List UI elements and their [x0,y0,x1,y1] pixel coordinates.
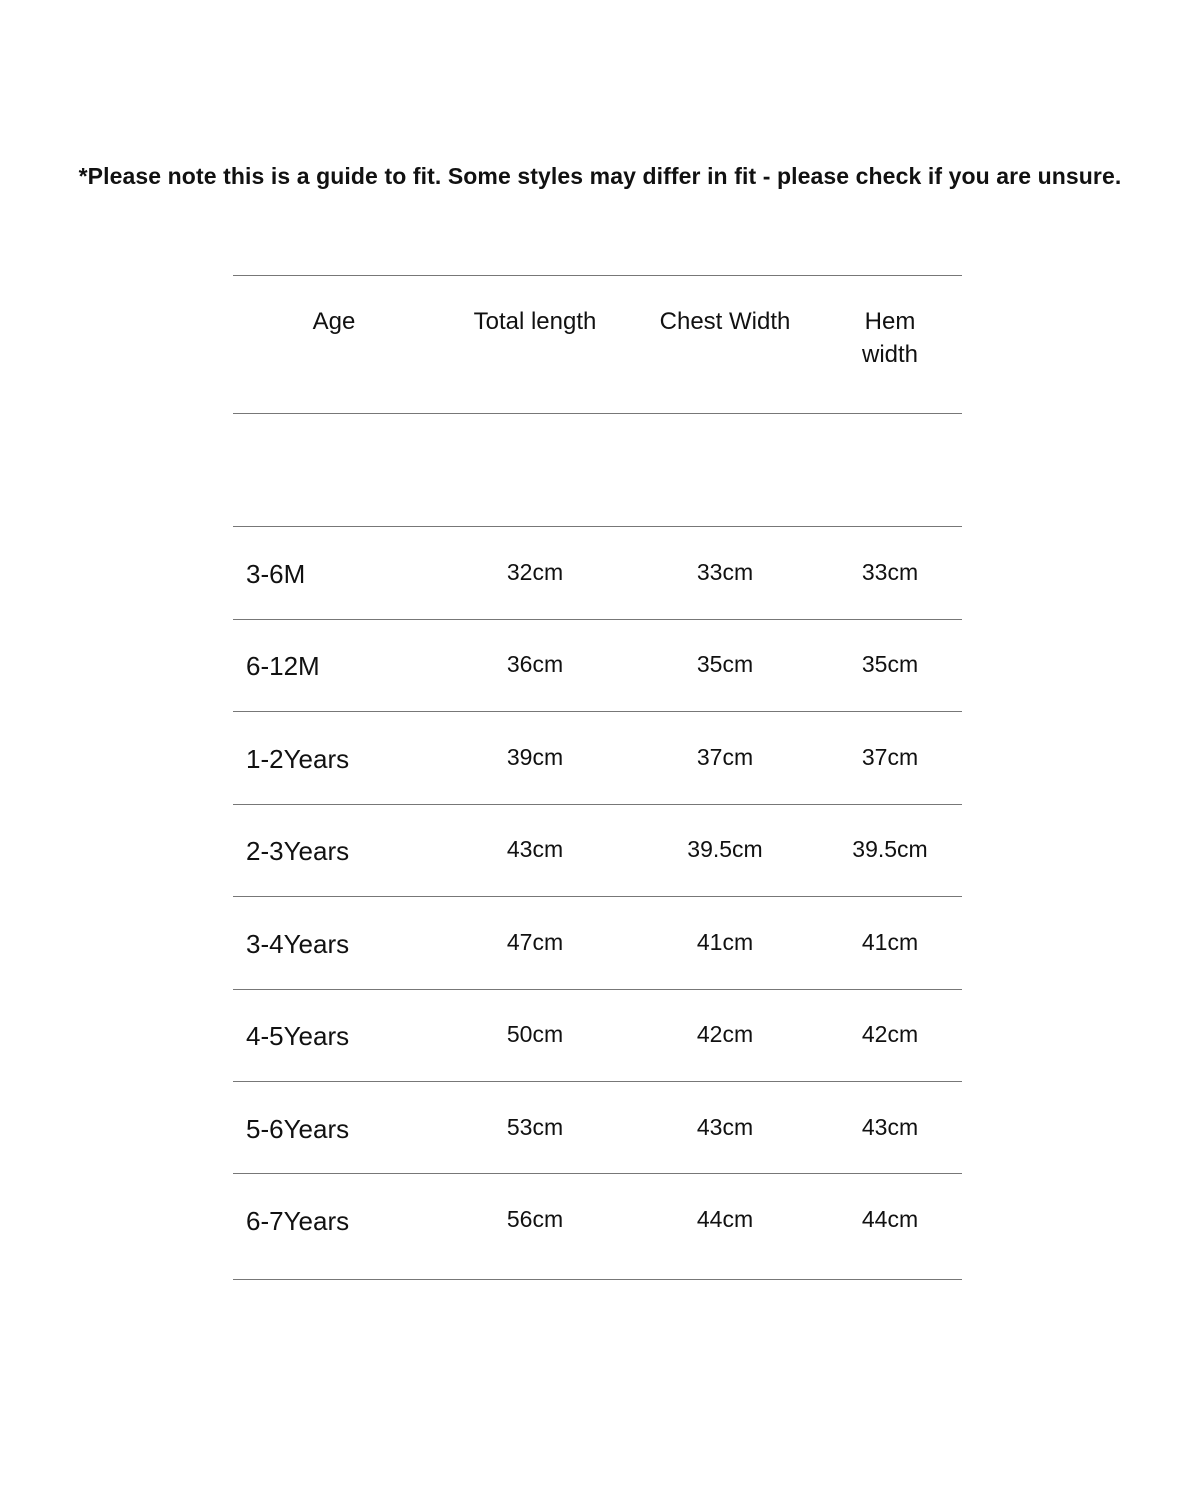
cell-chest-width: 33cm [696,559,754,585]
cell-hem-width: 39.5cm [852,836,928,862]
cell-chest-width: 37cm [696,744,754,770]
table-rule [233,989,962,990]
cell-age: 6-12M [246,651,320,681]
cell-total-length: 32cm [506,559,564,585]
cell-hem-width: 41cm [861,929,919,955]
cell-chest-width: 35cm [696,651,754,677]
table-rule-bottom [233,1279,962,1280]
cell-total-length: 56cm [506,1206,564,1232]
header-total-length: Total length [473,308,597,335]
cell-total-length: 43cm [506,836,564,862]
header-hem-width-line1: Hem [864,308,916,335]
cell-total-length: 36cm [506,651,564,677]
cell-total-length: 47cm [506,929,564,955]
table-rule [233,526,962,527]
header-chest-width: Chest Width [659,308,791,335]
table-rule [233,896,962,897]
cell-total-length: 53cm [506,1114,564,1140]
cell-total-length: 39cm [506,744,564,770]
cell-hem-width: 42cm [861,1021,919,1047]
cell-hem-width: 37cm [861,744,919,770]
table-rule [233,804,962,805]
header-hem-width-line2: width [861,341,919,368]
fit-guide-note: *Please note this is a guide to fit. Some styles may differ in fit - please check if you are unsure. [78,163,1122,189]
cell-age: 3-4Years [246,929,350,959]
cell-age: 1-2Years [246,744,350,774]
cell-hem-width: 43cm [861,1114,919,1140]
table-rule-top [233,275,962,276]
cell-hem-width: 33cm [861,559,919,585]
cell-hem-width: 44cm [861,1206,919,1232]
table-rule-header [233,413,962,414]
cell-total-length: 50cm [506,1021,564,1047]
table-rule [233,1081,962,1082]
table-rule [233,1173,962,1174]
cell-chest-width: 43cm [696,1114,754,1140]
table-rule [233,711,962,712]
cell-age: 5-6Years [246,1114,350,1144]
cell-hem-width: 35cm [861,651,919,677]
header-age: Age [312,308,356,335]
cell-age: 2-3Years [246,836,350,866]
cell-chest-width: 42cm [696,1021,754,1047]
cell-age: 3-6M [246,559,306,589]
cell-chest-width: 41cm [696,929,754,955]
cell-age: 4-5Years [246,1021,350,1051]
cell-chest-width: 44cm [696,1206,754,1232]
cell-age: 6-7Years [246,1206,350,1236]
cell-chest-width: 39.5cm [687,836,763,862]
table-rule [233,619,962,620]
